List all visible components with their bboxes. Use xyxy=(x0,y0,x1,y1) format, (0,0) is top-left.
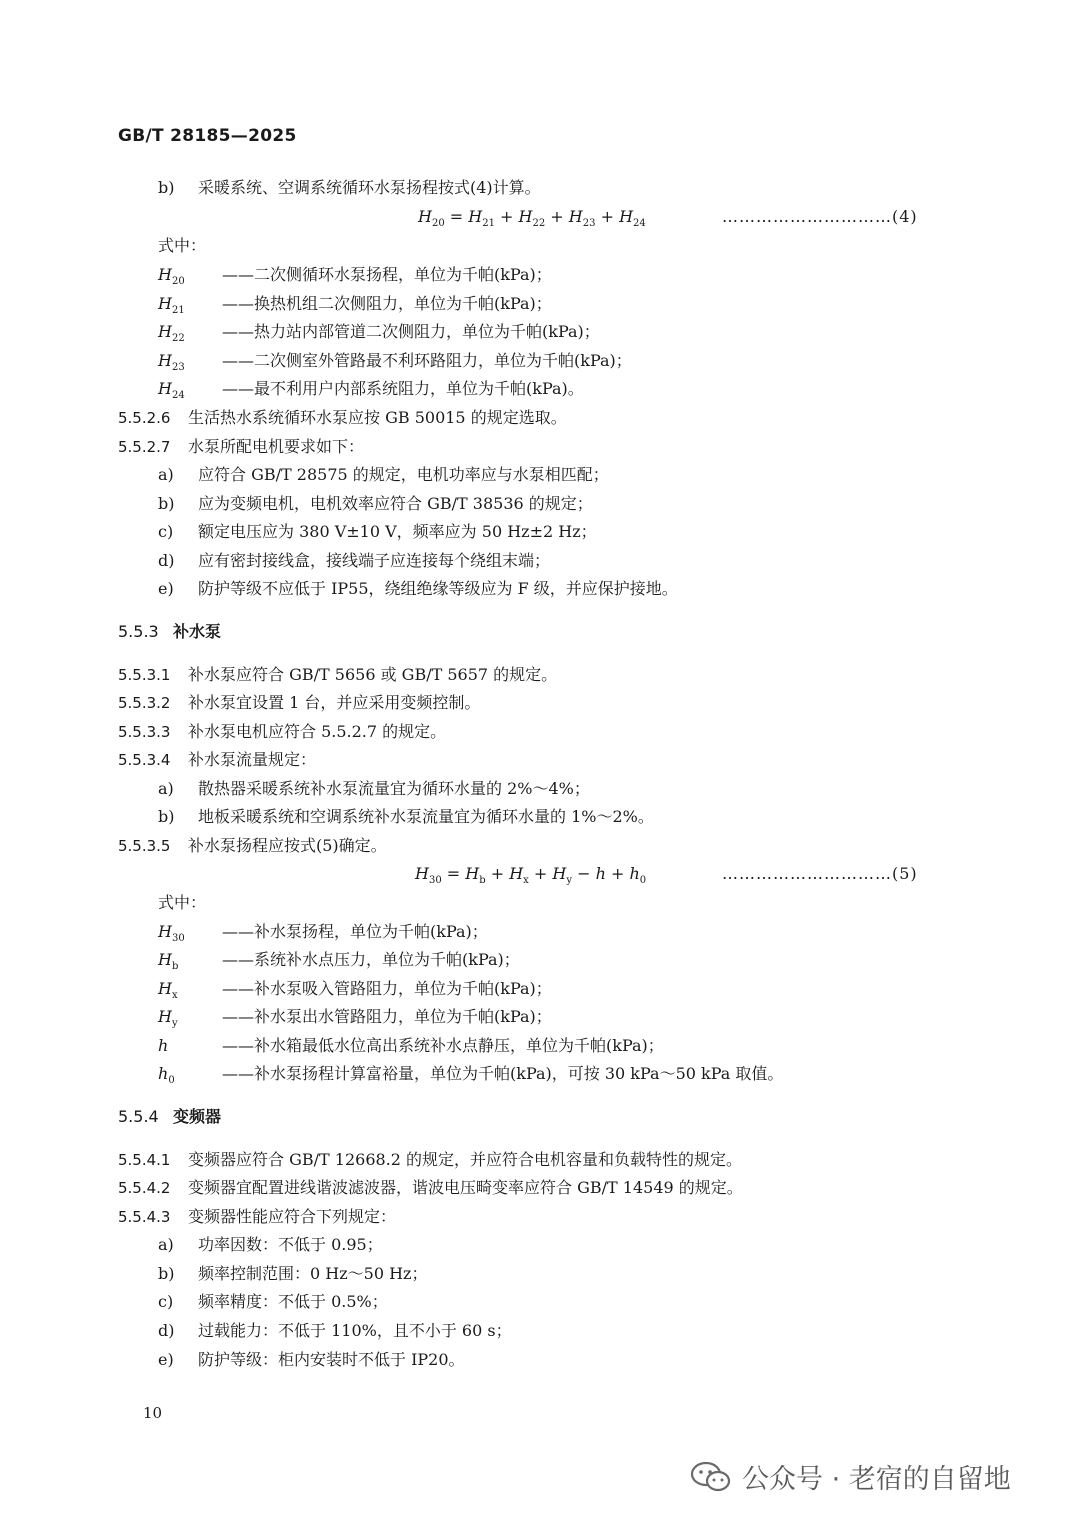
def-H21: $H_{21}$ ——换热机组二次侧阻力，单位为千帕(kPa)； xyxy=(158,294,552,317)
flow-item-a: a) 散热器采暖系统补水泵流量宜为循环水量的 2%～4%； xyxy=(158,779,590,798)
def-H22: $H_{22}$ ——热力站内部管道二次侧阻力，单位为千帕(kPa)； xyxy=(158,322,600,345)
wechat-icon xyxy=(690,1460,732,1494)
def-H30: $H_{30}$ ——补水泵扬程，单位为千帕(kPa)； xyxy=(158,922,488,945)
def-h: h ——补水箱最低水位高出系统补水点静压，单位为千帕(kPa)； xyxy=(158,1036,664,1055)
inverter-item-a: a) 功率因数：不低于 0.95； xyxy=(158,1235,383,1254)
clause-5.5.2.7: 5.5.2.7 水泵所配电机要求如下： xyxy=(118,437,365,456)
inverter-item-d: d) 过载能力：不低于 110%，且不小于 60 s； xyxy=(158,1321,512,1340)
inverter-item-e: e) 防护等级：柜内安装时不低于 IP20。 xyxy=(158,1350,465,1369)
clause-5.5.4.3: 5.5.4.3 变频器性能应符合下列规定： xyxy=(118,1207,397,1226)
motor-item-e: e) 防护等级不应低于 IP55，绕组绝缘等级应为 F 级，并应保护接地。 xyxy=(158,579,678,598)
page-number: 10 xyxy=(143,1404,163,1422)
equation-number-5: …………………………(5) xyxy=(722,864,918,883)
section-5.5.4: 5.5.4 变频器 xyxy=(118,1107,222,1126)
where-label-5: 式中： xyxy=(158,893,207,912)
intro-b: b) 采暖系统、空调系统循环水泵扬程按式(4)计算。 xyxy=(158,178,541,197)
def-Hy: $H_y$ ——补水泵出水管路阻力，单位为千帕(kPa)； xyxy=(158,1007,552,1030)
equation-number-4: …………………………(4) xyxy=(722,207,918,226)
def-H23: $H_{23}$ ——二次侧室外管路最不利环路阻力，单位为千帕(kPa)； xyxy=(158,351,632,374)
clause-5.5.3.4: 5.5.3.4 补水泵流量规定： xyxy=(118,750,317,769)
motor-item-d: d) 应有密封接线盒，接线端子应连接每个绕组末端； xyxy=(158,551,551,570)
def-H20: $H_{20}$ ——二次侧循环水泵扬程，单位为千帕(kPa)； xyxy=(158,265,552,288)
watermark xyxy=(690,1457,1011,1496)
clause-5.5.2.6: 5.5.2.6 生活热水系统循环水泵应按 GB 50015 的规定选取。 xyxy=(118,408,567,427)
clause-5.5.3.2: 5.5.3.2 补水泵宜设置 1 台，并应采用变频控制。 xyxy=(118,693,481,712)
inverter-item-b: b) 频率控制范围：0 Hz～50 Hz； xyxy=(158,1264,428,1283)
standard-code: GB/T 28185—2025 xyxy=(118,126,297,146)
where-label-4: 式中： xyxy=(158,236,207,255)
clause-5.5.4.1: 5.5.4.1 变频器应符合 GB/T 12668.2 的规定，并应符合电机容量和负载特性的规定。 xyxy=(118,1150,743,1169)
def-Hx: $H_x$ ——补水泵吸入管路阻力，单位为千帕(kPa)； xyxy=(158,979,552,1002)
motor-item-a: a) 应符合 GB/T 28575 的规定，电机功率应与水泵相匹配； xyxy=(158,465,609,484)
formula-5: $H_{30} = H_b + H_x + H_y - h + h_0$ xyxy=(415,864,647,887)
watermark-text: 公众号 · 老宿的自留地 xyxy=(742,1464,1011,1495)
motor-item-c: c) 额定电压应为 380 V±10 V，频率应为 50 Hz±2 Hz； xyxy=(158,522,597,541)
flow-item-b: b) 地板采暖系统和空调系统补水泵流量宜为循环水量的 1%～2%。 xyxy=(158,807,654,826)
motor-item-b: b) 应为变频电机，电机效率应符合 GB/T 38536 的规定； xyxy=(158,494,593,513)
def-H24: $H_{24}$ ——最不利用户内部系统阻力，单位为千帕(kPa)。 xyxy=(158,379,584,402)
section-5.5.3: 5.5.3 补水泵 xyxy=(118,622,222,641)
def-h0: $h_0$ ——补水泵扬程计算富裕量，单位为千帕(kPa)，可按 30 kPa～50 kPa 取值。 xyxy=(158,1064,784,1087)
clause-5.5.3.1: 5.5.3.1 补水泵应符合 GB/T 5656 或 GB/T 5657 的规定。 xyxy=(118,665,558,684)
clause-5.5.3.3: 5.5.3.3 补水泵电机应符合 5.5.2.7 的规定。 xyxy=(118,722,447,741)
clause-5.5.3.5: 5.5.3.5 补水泵扬程应按式(5)确定。 xyxy=(118,836,387,855)
formula-4: $H_{20} = H_{21} + H_{22} + H_{23} + H_{24}$ xyxy=(418,207,646,230)
def-Hb: $H_b$ ——系统补水点压力，单位为千帕(kPa)； xyxy=(158,950,520,973)
inverter-item-c: c) 频率精度：不低于 0.5%； xyxy=(158,1292,388,1311)
clause-5.5.4.2: 5.5.4.2 变频器宜配置进线谐波滤波器，谐波电压畸变率应符合 GB/T 14549 的规定。 xyxy=(118,1178,743,1197)
